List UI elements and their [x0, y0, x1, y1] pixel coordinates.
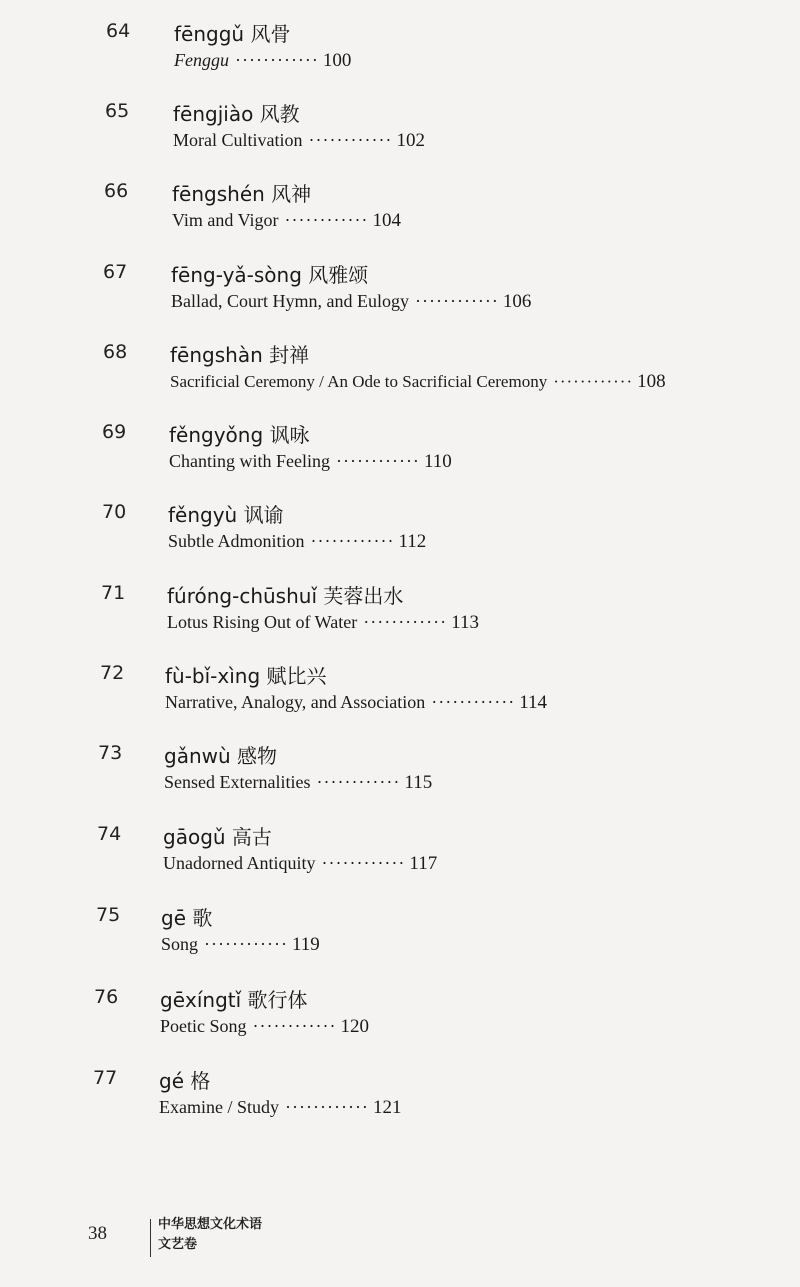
entry-hanzi: 赋比兴	[266, 664, 327, 688]
entry-english: Vim and Vigor	[172, 210, 279, 230]
entry-hanzi: 芙蓉出水	[323, 584, 404, 608]
entry-translation-line	[170, 371, 666, 393]
entry-english: Poetic Song	[160, 1016, 247, 1036]
leader-dots: ············	[285, 1097, 369, 1117]
entry-translation-line	[167, 612, 479, 634]
entry-hanzi: 风骨	[250, 22, 291, 46]
entry-heading	[171, 259, 368, 288]
entry-number: 73	[98, 742, 123, 764]
entry-hanzi: 歌行体	[247, 988, 308, 1012]
toc-entry	[0, 261, 800, 331]
entry-english: Sensed Externalities	[164, 772, 311, 792]
entry-hanzi: 格	[190, 1069, 211, 1093]
entry-translation-line	[172, 210, 401, 232]
entry-hanzi: 歌	[192, 906, 213, 930]
leader-dots: ············	[252, 1016, 337, 1036]
entry-translation-line	[159, 1097, 401, 1119]
entry-hanzi: 风雅颂	[308, 263, 369, 287]
leader-dots: ············	[363, 612, 448, 632]
series-title	[158, 1215, 262, 1255]
entry-hanzi: 讽咏	[269, 423, 310, 447]
folio-page-number: 38	[88, 1223, 107, 1244]
entry-translation-line	[163, 853, 437, 875]
entry-page-number: 115	[404, 772, 433, 793]
toc-entry	[0, 986, 800, 1056]
entry-heading	[164, 740, 277, 769]
toc-entry	[0, 662, 800, 732]
entry-number: 64	[106, 20, 131, 42]
entry-english: Moral Cultivation	[173, 130, 303, 150]
leader-dots: ············	[316, 772, 401, 792]
entry-heading	[165, 660, 327, 689]
entry-heading	[163, 821, 272, 850]
entry-english: Narrative, Analogy, and Association	[165, 692, 426, 712]
entry-hanzi: 封禅	[269, 343, 310, 367]
entry-translation-line	[164, 772, 432, 794]
entry-heading	[161, 902, 212, 931]
toc-entry	[0, 904, 800, 974]
entry-hanzi: 风神	[271, 182, 312, 206]
leader-dots: ············	[284, 210, 369, 230]
entry-translation-line	[161, 934, 320, 956]
toc-entry	[0, 180, 800, 250]
entry-hanzi: 感物	[237, 744, 278, 768]
entry-heading	[174, 18, 290, 47]
entry-number: 68	[103, 341, 128, 363]
entry-number: 76	[94, 986, 119, 1008]
entry-pinyin: fúróng-chūshuǐ	[167, 584, 317, 608]
toc-entry	[0, 582, 800, 652]
entry-hanzi: 高古	[231, 825, 272, 849]
entry-pinyin: fēnggǔ	[174, 22, 245, 46]
entry-heading	[167, 580, 403, 609]
entry-page-number: 113	[451, 612, 479, 633]
entry-page-number: 102	[396, 130, 425, 151]
entry-translation-line	[168, 531, 426, 553]
entry-pinyin: gē	[161, 906, 186, 930]
entry-number: 72	[100, 662, 125, 684]
toc-entry	[0, 20, 800, 90]
entry-translation-line	[173, 130, 425, 152]
entry-page-number: 100	[322, 50, 352, 71]
entry-page-number: 114	[519, 692, 548, 713]
entry-page-number: 117	[409, 853, 438, 874]
entry-page-number: 112	[398, 531, 427, 552]
entry-english: Lotus Rising Out of Water	[167, 612, 358, 632]
entry-page-number: 104	[372, 210, 401, 231]
entry-page-number: 120	[340, 1016, 369, 1037]
entry-heading	[172, 178, 311, 207]
entry-english: Ballad, Court Hymn, and Eulogy	[171, 291, 409, 311]
entry-page-number: 119	[291, 934, 320, 955]
entry-page-number: 106	[502, 291, 532, 312]
toc-entry	[0, 100, 800, 170]
entry-heading	[170, 339, 309, 368]
leader-dots: ············	[336, 451, 420, 471]
toc-entry	[0, 1067, 800, 1137]
leader-dots: ············	[414, 291, 499, 311]
entry-pinyin: gé	[159, 1069, 184, 1093]
entry-english: Song	[161, 934, 199, 954]
entry-pinyin: fēng-yǎ-sòng	[171, 263, 302, 287]
entry-english: Chanting with Feeling	[169, 451, 330, 471]
entry-heading	[173, 98, 300, 127]
entry-number: 67	[103, 261, 128, 283]
entry-english: Fenggu	[174, 50, 229, 70]
footer-divider	[150, 1219, 151, 1257]
entry-english: Sacrificial Ceremony / An Ode to Sacrificial Ceremony	[170, 372, 548, 391]
entry-number: 70	[102, 501, 127, 523]
toc-entry	[0, 501, 800, 571]
entry-pinyin: gǎnwù	[164, 744, 231, 768]
entry-english: Subtle Admonition	[168, 531, 305, 551]
entry-heading	[160, 984, 308, 1013]
toc-entry	[0, 742, 800, 812]
toc-entry	[0, 341, 800, 411]
entry-heading	[168, 499, 284, 528]
series-title-line2: 文艺卷	[158, 1237, 198, 1252]
entry-number: 71	[101, 582, 126, 604]
entry-number: 65	[105, 100, 130, 122]
leader-dots: ············	[321, 853, 406, 873]
series-title-line1: 中华思想文化术语	[158, 1217, 263, 1232]
entry-number: 69	[102, 421, 127, 443]
entry-heading	[159, 1065, 210, 1094]
entry-page-number: 110	[423, 451, 452, 472]
entry-pinyin: fēngjiào	[173, 102, 254, 126]
entry-heading	[169, 419, 310, 448]
entry-pinyin: fù-bǐ-xìng	[165, 664, 261, 688]
leader-dots: ············	[310, 531, 395, 551]
entry-pinyin: gēxíngtǐ	[160, 988, 242, 1012]
leader-dots: ············	[234, 50, 319, 70]
entry-pinyin: gāogǔ	[163, 825, 226, 849]
entry-hanzi: 风教	[259, 102, 300, 126]
entry-hanzi: 讽谕	[243, 503, 284, 527]
entry-english: Unadorned Antiquity	[163, 853, 316, 873]
entry-translation-line	[171, 291, 531, 313]
entry-page-number: 121	[372, 1097, 402, 1118]
entry-number: 66	[104, 180, 129, 202]
entry-page-number: 108	[637, 371, 666, 392]
entry-pinyin: fēngshàn	[170, 343, 263, 367]
toc-entry	[0, 421, 800, 491]
entry-pinyin: fěngyǒng	[169, 423, 264, 447]
entry-translation-line	[160, 1016, 369, 1038]
toc-entry	[0, 823, 800, 893]
page-footer	[0, 1215, 800, 1265]
entry-number: 77	[93, 1067, 118, 1089]
leader-dots: ············	[431, 692, 516, 712]
entry-translation-line	[169, 451, 452, 473]
entry-translation-line	[165, 692, 547, 714]
leader-dots: ············	[553, 372, 634, 391]
entry-number: 74	[97, 823, 122, 845]
leader-dots: ············	[204, 934, 288, 954]
entry-translation-line	[174, 50, 351, 72]
entry-number: 75	[96, 904, 121, 926]
entry-english: Examine / Study	[159, 1097, 279, 1117]
entry-pinyin: fēngshén	[172, 182, 265, 206]
leader-dots: ············	[308, 130, 393, 150]
entry-pinyin: fěngyù	[168, 503, 238, 527]
